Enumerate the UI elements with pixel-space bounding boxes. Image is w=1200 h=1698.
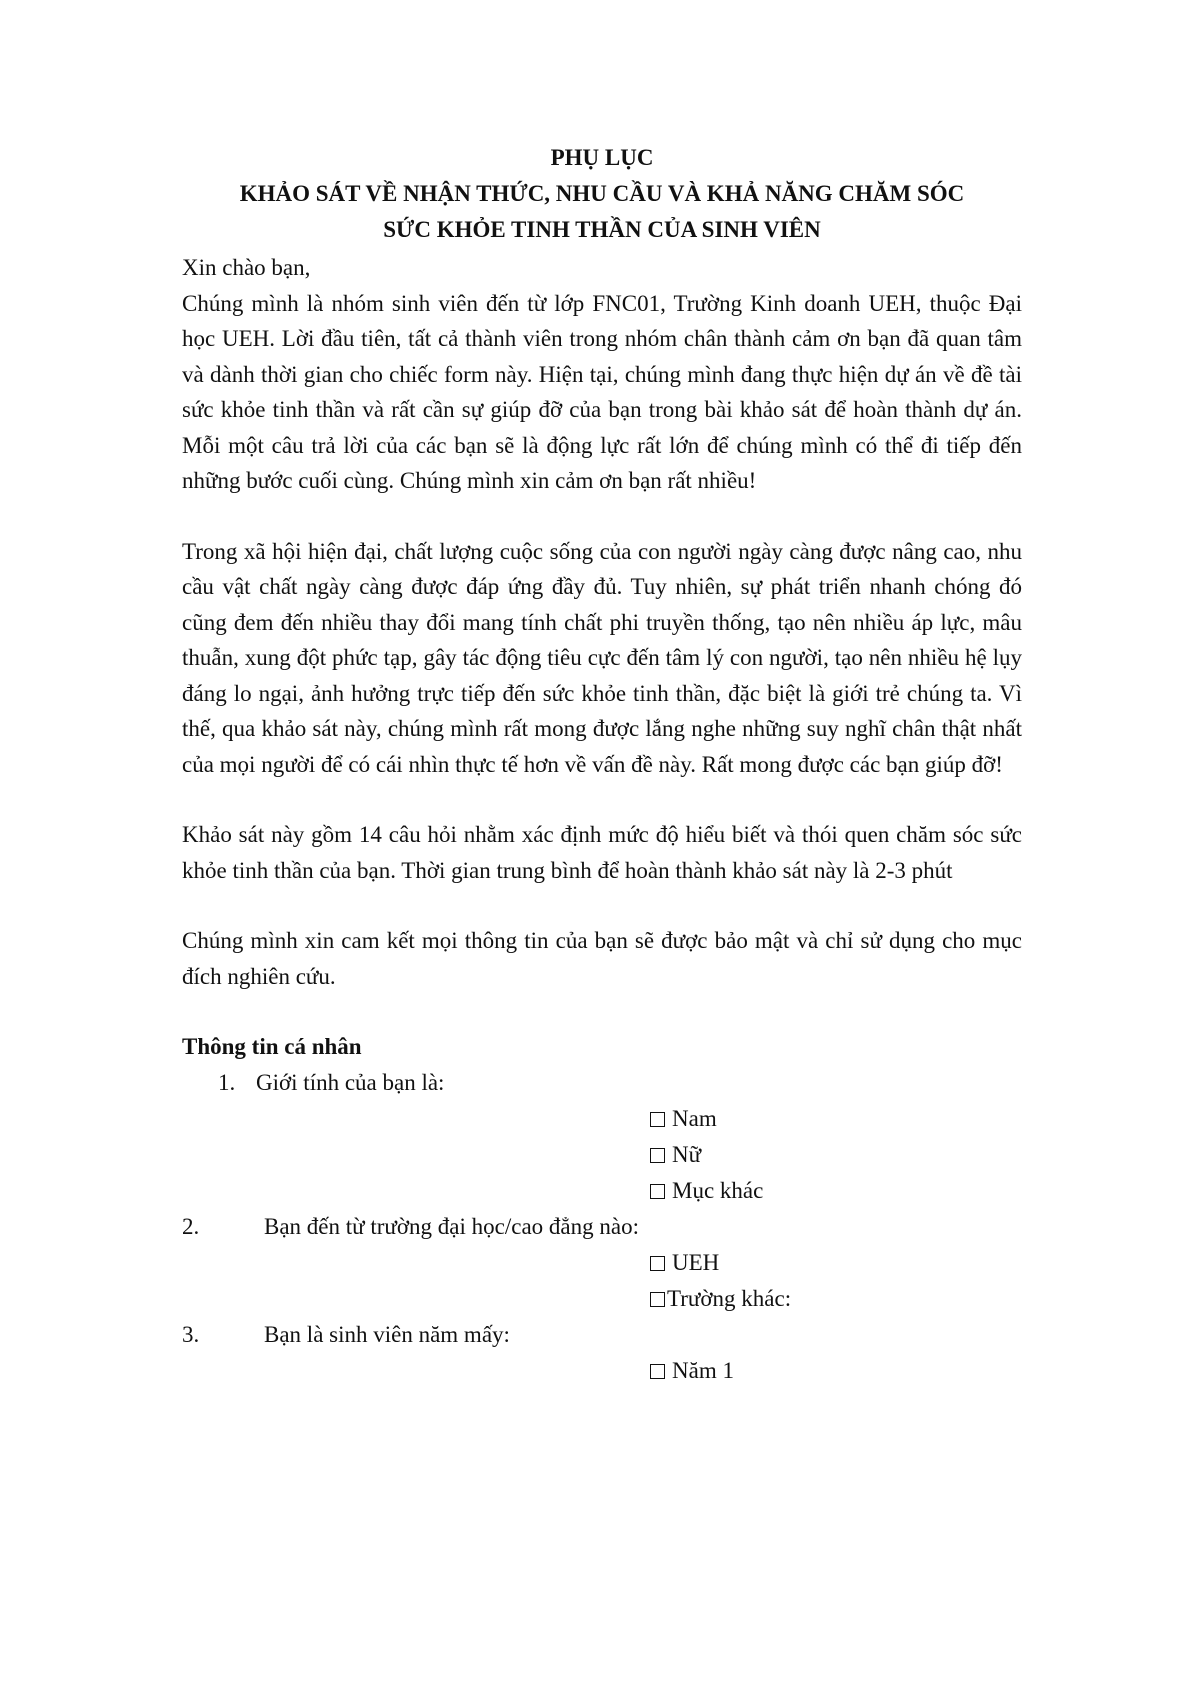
- checkbox-icon[interactable]: [650, 1256, 665, 1271]
- option-label: Nam: [672, 1105, 717, 1131]
- option-nam[interactable]: [650, 1101, 717, 1137]
- option-nam-1[interactable]: [650, 1353, 734, 1389]
- question-2: [182, 1209, 1022, 1245]
- question-3: [182, 1317, 1022, 1353]
- question-number: 1.: [218, 1069, 236, 1095]
- option-row: [182, 1281, 1022, 1317]
- checkbox-icon[interactable]: [650, 1184, 665, 1199]
- document-content: [182, 140, 1022, 1389]
- intro-paragraph: Chúng mình là nhóm sinh viên đến từ lớp FNC01, Trường Kinh doanh UEH, thuộc Đại học UEH. Lời đầu tiên, tất cả thành viên trong nhóm chân thành cảm ơn bạn đã quan tâm và dành thời gian cho chiếc form này. Hiện tại, chúng mình đang thực hiện dự án về đề tài sức khỏe tinh thần và rất cần sự giúp đỡ của bạn trong bài khảo sát để hoàn thành dự án. Mỗi một câu trả lời của các bạn sẽ là động lực rất lớn để chúng mình có thể đi tiếp đến những bước cuối cùng. Chúng mình xin cảm ơn bạn rất nhiều!: [182, 290, 1022, 493]
- option-nu[interactable]: [650, 1137, 701, 1173]
- heading-line-1: PHỤ LỤC: [550, 145, 654, 170]
- greeting: Xin chào bạn,: [182, 255, 311, 280]
- question-text: Bạn là sinh viên năm mấy:: [264, 1321, 510, 1347]
- context-paragraph: Trong xã hội hiện đại, chất lượng cuộc sống của con người ngày càng được nâng cao, nhu cầu vật chất ngày càng được đáp ứng đầy đủ. Tuy nhiên, sự phát triển nhanh chóng đó cũng đem đến nhiều thay đổi mang tính chất phi truyền thống, tạo nên nhiều áp lực, mâu thuẫn, xung đột phức tạp, gây tác động tiêu cực đến tâm lý con người, tạo nên nhiều hệ lụy đáng lo ngại, ảnh hưởng trực tiếp đến sức khỏe tinh thần, đặc biệt là giới trẻ chúng ta. Vì thế, qua khảo sát này, chúng mình rất mong được lắng nghe những suy nghĩ chân thật nhất của mọi người để có cái nhìn thực tế hơn về vấn đề này. Rất mong được các bạn giúp đỡ!: [182, 538, 1022, 777]
- checkbox-icon[interactable]: [650, 1148, 665, 1163]
- heading-line-2: KHẢO SÁT VỀ NHẬN THỨC, NHU CẦU VÀ KHẢ NĂNG CHĂM SÓC: [239, 181, 965, 206]
- option-muc-khac[interactable]: [650, 1173, 763, 1209]
- option-ueh[interactable]: [650, 1245, 719, 1281]
- question-number: 2.: [182, 1213, 200, 1239]
- checkbox-icon[interactable]: [650, 1364, 665, 1379]
- section-title: Thông tin cá nhân: [182, 1034, 362, 1059]
- option-row: [182, 1101, 1022, 1137]
- checkbox-icon[interactable]: [650, 1292, 665, 1307]
- option-label: Năm 1: [672, 1357, 734, 1383]
- option-label: Trường khác:: [667, 1285, 792, 1311]
- document-heading: [182, 140, 1022, 248]
- scope-paragraph: Khảo sát này gồm 14 câu hỏi nhằm xác định mức độ hiểu biết và thói quen chăm sóc sức khỏe tinh thần của bạn. Thời gian trung bình để hoàn thành khảo sát này là 2-3 phút: [182, 822, 1022, 883]
- option-label: Mục khác: [672, 1177, 764, 1203]
- question-1: [182, 1065, 1022, 1101]
- question-text: Bạn đến từ trường đại học/cao đẳng nào:: [264, 1213, 639, 1239]
- option-row: [182, 1245, 1022, 1281]
- checkbox-icon[interactable]: [650, 1112, 665, 1127]
- option-row: [182, 1173, 1022, 1209]
- option-truong-khac[interactable]: [650, 1281, 791, 1317]
- question-text: Giới tính của bạn là:: [256, 1069, 445, 1095]
- heading-line-3: SỨC KHỎE TINH THẦN CỦA SINH VIÊN: [383, 217, 821, 242]
- option-label: UEH: [672, 1249, 720, 1275]
- question-number: 3.: [182, 1321, 200, 1347]
- option-row: [182, 1353, 1022, 1389]
- option-row: [182, 1137, 1022, 1173]
- commitment-paragraph: Chúng mình xin cam kết mọi thông tin của bạn sẽ được bảo mật và chỉ sử dụng cho mục đích nghiên cứu.: [182, 928, 1022, 989]
- option-label: Nữ: [672, 1141, 702, 1167]
